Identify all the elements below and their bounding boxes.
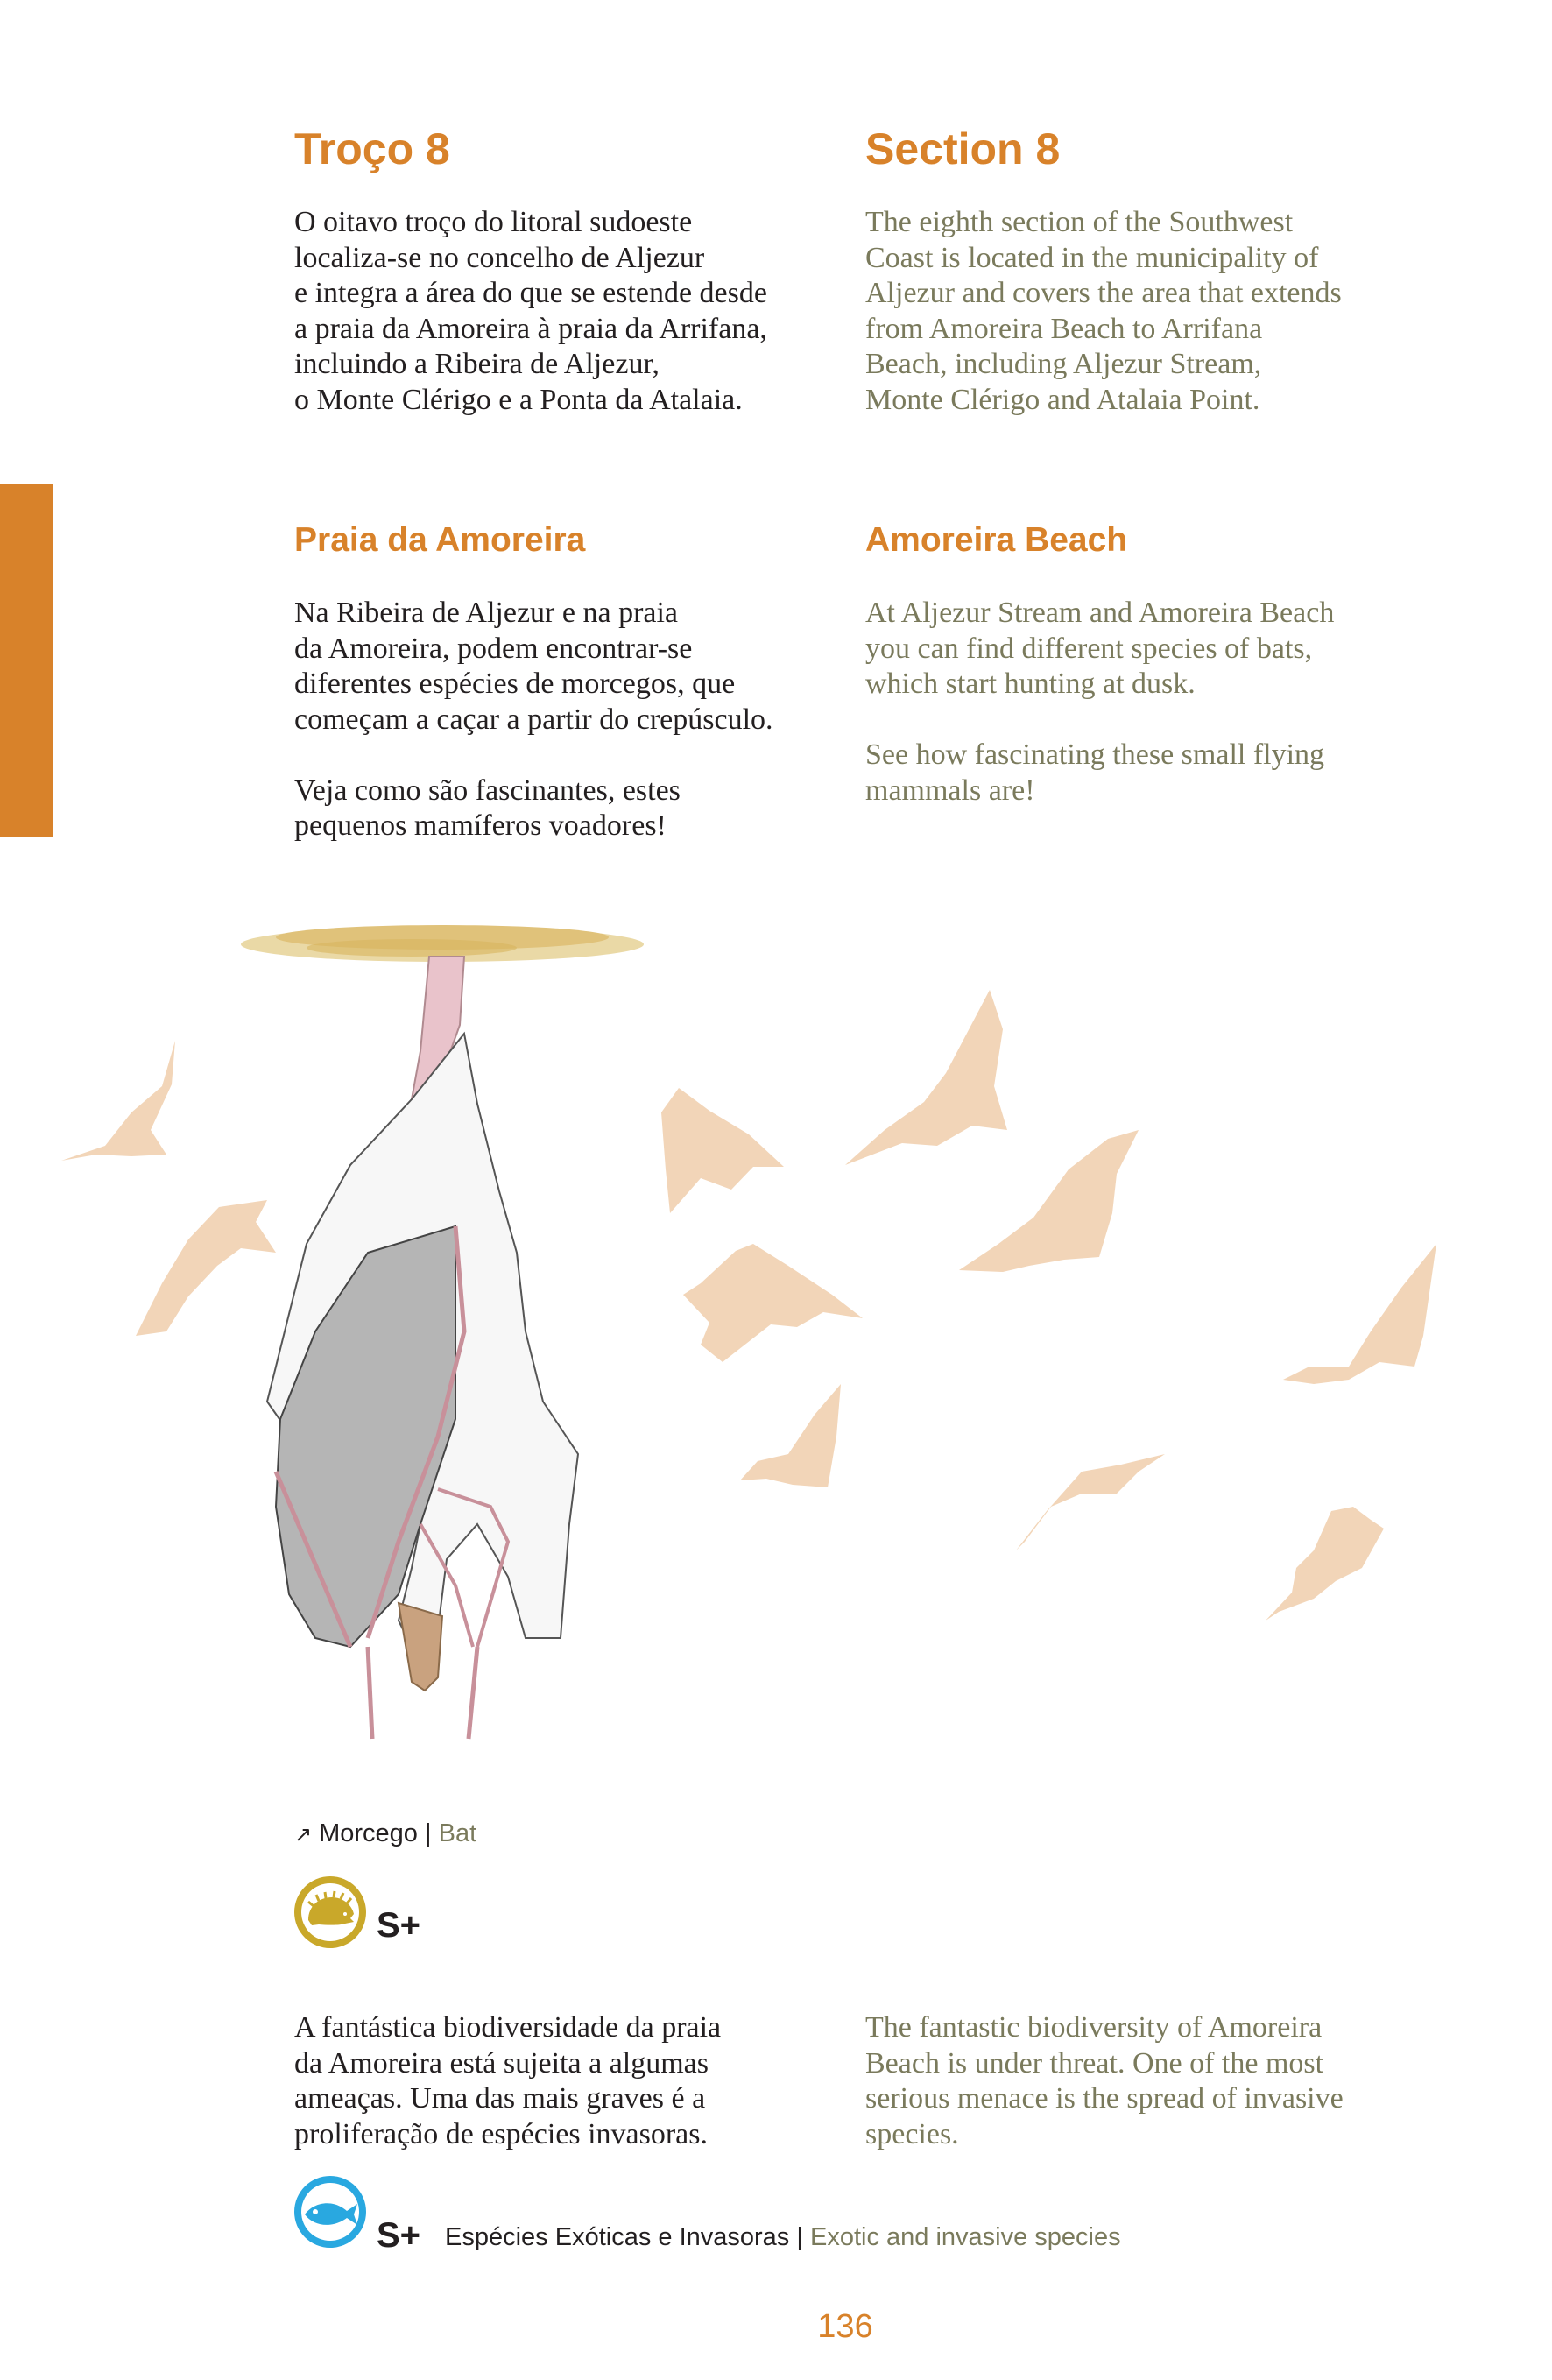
beach-title-en: Amoreira Beach	[865, 521, 1128, 559]
beach-text-en: At Aljezur Stream and Amoreira Beach you can find different species of bats, which start hunting at dusk. See how fascinating these small flying mammals are!	[865, 597, 1335, 807]
arrow-icon: ↗	[294, 1823, 313, 1847]
hedgehog-icon	[293, 1875, 368, 1950]
section-title-pt: Troço 8	[294, 124, 450, 173]
threat-text-pt: A fantástica biodiversidade da praia da Amoreira está sujeita a algumas ameaças. Uma das mais graves é a proliferação de espécies invasoras.	[294, 2011, 722, 2150]
hanging-bat	[241, 925, 644, 1739]
invasive-status: S+	[377, 2216, 421, 2255]
section-title-en: Section 8	[865, 124, 1061, 173]
bat-caption	[294, 1819, 476, 1848]
section-text-en: The eighth section of the Southwest Coast is located in the municipality of Aljezur and covers the area that extends from Amoreira Beach to Arrifana Beach, including Aljezur Stream, Monte Clérigo and Atalaia Point.	[865, 206, 1342, 416]
bat-caption-pt: Morcego	[319, 1819, 418, 1847]
invasive-caption	[445, 2223, 1121, 2252]
threat-text-en: The fantastic biodiversity of Amoreira Beach is under threat. One of the most serious menace is the spread of invasive species.	[865, 2011, 1344, 2150]
invasive-caption-separator: |	[796, 2223, 803, 2251]
fish-icon	[293, 2174, 368, 2249]
bat-caption-separator: |	[425, 1819, 432, 1847]
invasive-caption-pt: Espécies Exóticas e Invasoras	[445, 2223, 790, 2251]
side-tab	[0, 484, 53, 837]
section-text-pt: O oitavo troço do litoral sudoeste localiza-se no concelho de Aljezur e integra a área do que se estende desde a praia da Amoreira à praia da Arrifana, incluindo a Ribeira de Aljezur, o Monte Clérigo e a Ponta da Atalaia.	[294, 206, 767, 416]
invasive-caption-en: Exotic and invasive species	[809, 2223, 1121, 2251]
bat-caption-en: Bat	[438, 1819, 477, 1847]
beach-title-pt: Praia da Amoreira	[294, 521, 586, 559]
flying-bat-silhouettes	[61, 990, 1436, 1621]
beach-text-pt: Na Ribeira de Aljezur e na praia da Amoreira, podem encontrar-se diferentes espécies de morcegos, que começam a caçar a partir do crepúsculo. Veja como são fascinantes, estes pequenos mamíferos voadores!	[294, 597, 773, 842]
bat-illustration	[0, 876, 1489, 1752]
page-number: 136	[817, 2308, 873, 2345]
bat-status: S+	[377, 1906, 421, 1945]
